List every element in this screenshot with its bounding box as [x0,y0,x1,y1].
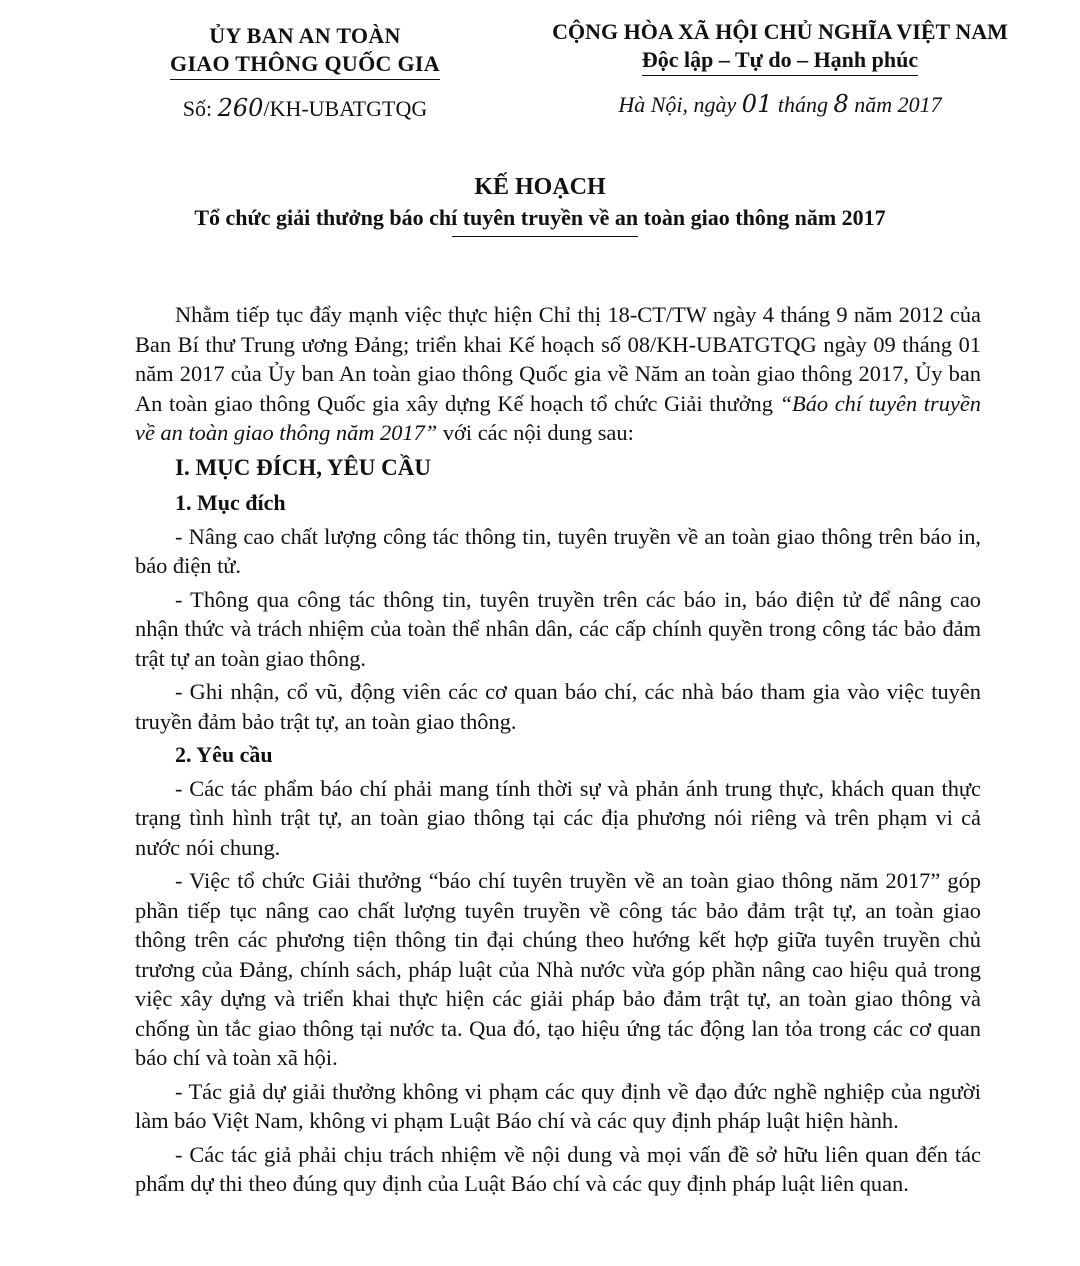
intro-text: Nhằm tiếp tục đẩy mạnh việc thực hiện Chỉ thị 18-CT/TW ngày 4 tháng 9 năm 2012 của Ban Bí thư Trung ương Đảng; triển khai Kế hoạch số 08/KH-UBATGTQG ngày 09 tháng 01 năm 2017 của Ủy ban An toàn giao thông Quốc gia về Năm an toàn giao thông 2017, Ủy ban An toàn giao thông Quốc gia xây dựng Kế hoạch tổ chức Giải thưởng [135,302,981,416]
document-number [140,94,470,122]
intro-paragraph [135,300,981,448]
purpose-item: - Nâng cao chất lượng công tác thông tin, tuyên truyền về an toàn giao thông trên báo in, báo điện tử. [135,523,981,578]
document-number-handwritten: 260 [217,94,264,122]
date-prefix: Hà Nội, ngày [618,92,742,117]
date-day: 01 [741,90,773,118]
title-divider [452,236,638,237]
date-month: 8 [833,90,849,118]
national-header-block [510,18,1050,118]
national-motto: Độc lập – Tự do – Hạnh phúc [642,46,918,76]
subsection-heading-purpose: 1. Mục đích [175,490,286,515]
intro-text-end: với các nội dung sau: [437,420,634,445]
document-subtitle: Tổ chức giải thưởng báo chí tuyên truyền về an toàn giao thông năm 2017 [194,205,886,230]
national-title: CỘNG HÒA XÃ HỘI CHỦ NGHĨA VIỆT NAM [552,19,1008,44]
agency-name-line2: GIAO THÔNG QUỐC GIA [170,50,440,80]
date-suffix: năm 2017 [848,92,942,117]
document-number-prefix: Số: [182,96,218,121]
subsection-heading-requirements: 2. Yêu cầu [175,742,273,767]
requirement-item: - Tác giả dự giải thưởng không vi phạm các quy định về đạo đức nghề nghiệp của người làm báo Việt Nam, không vi phạm Luật Báo chí và các quy định pháp luật hiện hành. [135,1078,981,1133]
requirement-item: - Các tác phẩm báo chí phải mang tính thời sự và phản ánh trung thực, khách quan thực trạng tình hình trật tự, an toàn giao thông tại các địa phương nói riêng và trên phạm vi cả nước nói chung. [135,775,981,860]
purpose-item: - Ghi nhận, cổ vũ, động viên các cơ quan báo chí, các nhà báo tham gia vào việc tuyên truyền đảm bảo trật tự, an toàn giao thông. [135,679,981,734]
requirement-item: - Các tác giả phải chịu trách nhiệm về nội dung và mọi vấn đề sở hữu liên quan đến tác phẩm dự thi theo đúng quy định của Luật Báo chí và các quy định pháp luật liên quan. [135,1141,981,1196]
requirement-item: - Việc tổ chức Giải thưởng “báo chí tuyên truyền về an toàn giao thông năm 2017” góp phần tiếp tục nâng cao chất lượng tuyên truyền về công tác bảo đảm trật tự, an toàn giao thông trên các phương tiện thông tin đại chúng theo hướng kết hợp giữa tuyên truyền chủ trương của Đảng, chính sách, pháp luật của Nhà nước vừa góp phần nâng cao hiệu quả trong việc xây dựng và triển khai thực hiện các giải pháp bảo đảm trật tự, an toàn giao thông và chống ùn tắc giao thông tại nước ta. Qua đó, tạo hiệu ứng tác động lan tỏa trong các cơ quan báo chí và toàn xã hội. [135,868,981,1070]
document-title: KẾ HOẠCH [474,174,606,200]
document-number-suffix: /KH-UBATGTQG [263,96,428,121]
issuing-agency-block [140,22,470,122]
purpose-item: - Thông qua công tác thông tin, tuyên truyền trên các báo in, báo điện tử để nâng cao nhận thức và trách nhiệm của toàn thể nhân dân, các cấp chính quyền trong công tác bảo đảm trật tự an toàn giao thông. [135,586,981,671]
document-body [135,300,981,1203]
date-line [510,90,1050,118]
date-mid: tháng [772,92,834,117]
agency-name-line1: ỦY BAN AN TOÀN [209,23,401,48]
intro-award-name: “Báo chí tuyên truyền về an toàn giao thông năm 2017” [135,390,982,445]
section-heading: I. MỤC ĐÍCH, YÊU CẦU [175,454,431,480]
